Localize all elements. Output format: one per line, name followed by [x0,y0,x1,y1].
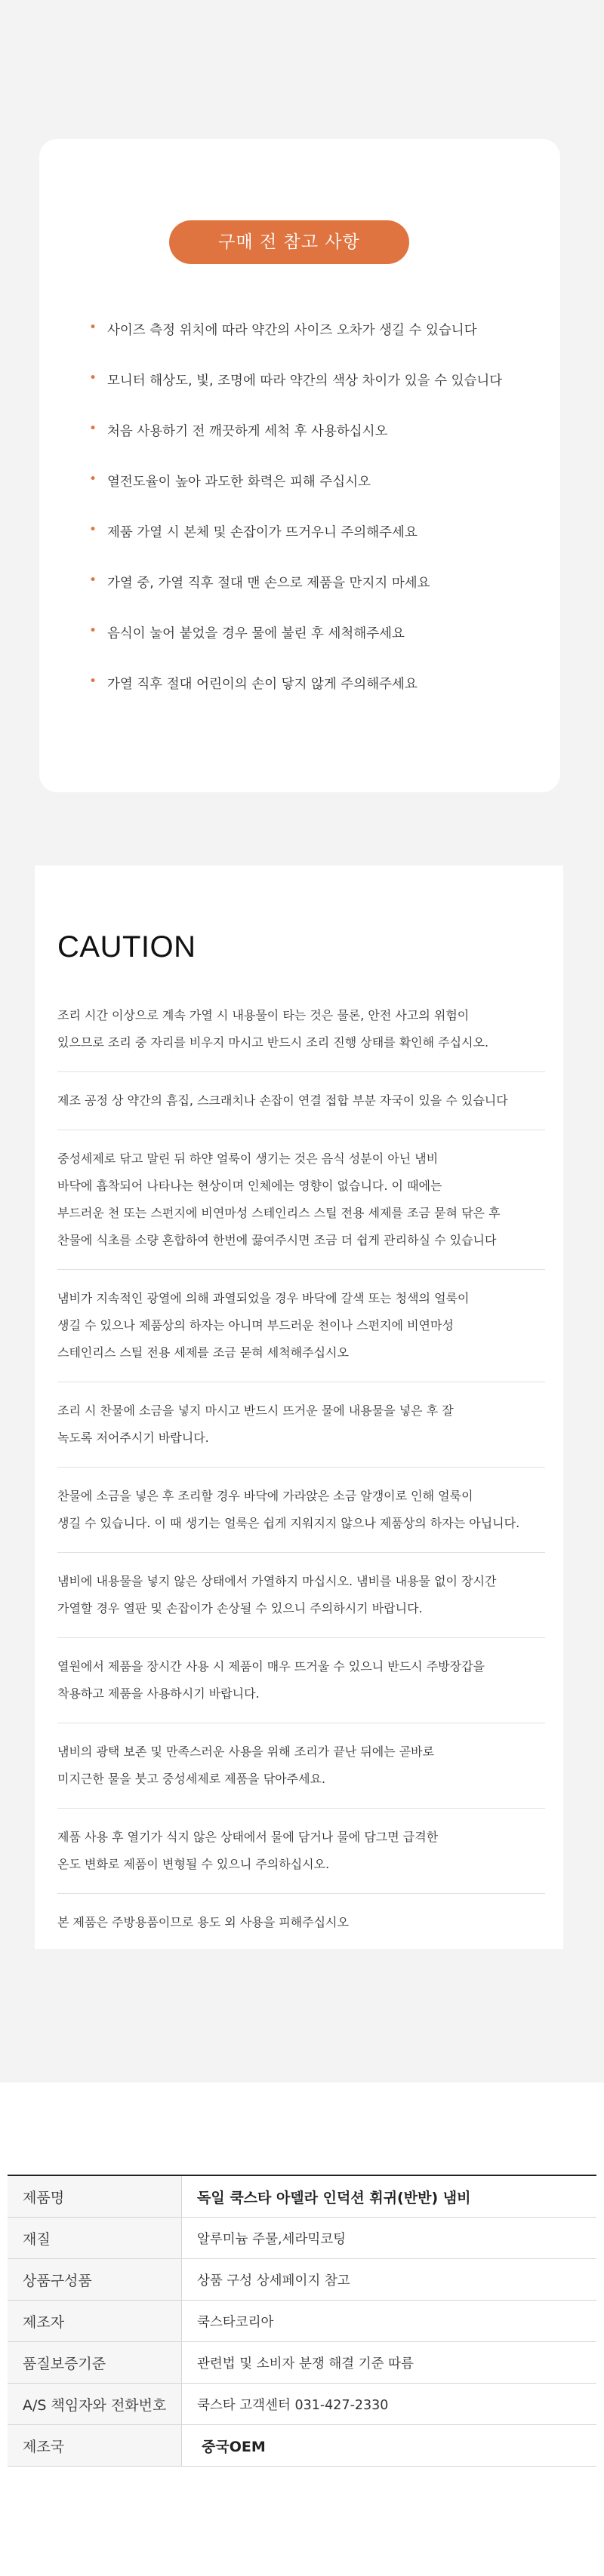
spec-key: 제조국 [8,2425,182,2467]
spec-row [8,2384,596,2425]
spec-value: 쿡스타코리아 [182,2301,597,2342]
spec-value: 상품 구성 상세페이지 참고 [182,2259,597,2301]
bullet-dot-icon: • [89,623,97,638]
spec-value: 알루미늄 주물,세라믹코팅 [182,2218,597,2259]
spec-value: 쿡스타 고객센터 031-427-2330 [182,2384,597,2425]
spec-row [8,2342,596,2384]
bullet-dot-icon: • [89,320,97,335]
caution-card [35,865,563,1949]
notice-item: • 음식이 눌어 붙었을 경우 물에 불린 후 세척해주세요 [89,623,405,641]
notice-card [39,139,560,792]
spec-value: 관련법 및 소비자 분쟁 해결 기준 따름 [182,2342,597,2384]
product-spec-table [8,2175,596,2467]
caution-item: 조리 시 찬물에 소금을 넣지 마시고 반드시 뜨거운 물에 내용물을 넣은 후 잘 녹도록 저어주시기 바랍니다. [57,1382,545,1468]
bullet-dot-icon: • [89,674,97,689]
caution-item: 제조 공정 상 약간의 흠집, 스크래치나 손잡이 연결 접합 부분 자국이 있을 수 있습니다 [57,1072,545,1130]
spec-value: 중국OEM [182,2425,597,2467]
spec-key: 제품명 [8,2175,182,2218]
spec-key: 제조자 [8,2301,182,2342]
bullet-dot-icon: • [89,472,97,487]
notice-item: • 열전도율이 높아 과도한 화력은 피해 주십시오 [89,472,371,490]
caution-item: 본 제품은 주방용품이므로 용도 외 사용을 피해주십시오 [57,1915,350,1929]
caution-item: 냄비가 지속적인 광열에 의해 과열되었을 경우 바닥에 갈색 또는 청색의 얼룩이 생길 수 있으나 제품상의 하자는 아니며 부드러운 천이나 스펀지에 비연마성 스테인리스 스틸 전용 세제를 조금 묻혀 세척해주십시오 [57,1270,545,1382]
caution-item: 냄비의 광택 보존 및 만족스러운 사용을 위해 조리가 끝난 뒤에는 곧바로 미지근한 물을 붓고 중성세제로 제품을 닦아주세요. [57,1723,545,1809]
spec-key: A/S 책임자와 전화번호 [8,2384,182,2425]
spec-row [8,2175,596,2218]
caution-item: 냄비에 내용물을 넣지 않은 상태에서 가열하지 마십시오. 냄비를 내용물 없이 장시간 가열할 경우 열판 및 손잡이가 손상될 수 있으니 주의하시기 바랍니다. [57,1553,545,1638]
caution-list [57,1002,545,1951]
notice-title: 구매 전 참고 사항 [169,220,409,264]
notice-item: • 처음 사용하기 전 깨끗하게 세척 후 사용하십시오 [89,421,388,439]
caution-item: 찬물에 소금을 넣은 후 조리할 경우 바닥에 가라앉은 소금 알갱이로 인해 얼룩이 생길 수 있습니다. 이 때 생기는 얼룩은 쉽게 지워지지 않으나 제품상의 하자는 아닙니다. [57,1468,545,1553]
spec-key: 재질 [8,2218,182,2259]
spec-key: 상품구성품 [8,2259,182,2301]
caution-item: 중성세제로 닦고 말린 뒤 하얀 얼룩이 생기는 것은 음식 성분이 아닌 냄비 바닥에 흡착되어 나타나는 현상이며 인체에는 영향이 없습니다. 이 때에는 부드러운 천 또는 스펀지에 비연마성 스테인리스 스틸 전용 세제를 조금 묻혀 닦은 후 찬물에 식초를 소량 혼합하여 한번에 끓여주시면 조금 더 쉽게 관리하실 수 있습니다 [57,1130,545,1270]
notice-item: • 제품 가열 시 본체 및 손잡이가 뜨거우니 주의해주세요 [89,522,418,540]
caution-item: 제품 사용 후 열기가 식지 않은 상태에서 물에 담거나 물에 담그면 급격한 온도 변화로 제품이 변형될 수 있으니 주의하십시오. [57,1809,545,1894]
spec-value: 독일 쿡스타 아델라 인덕션 휘귀(반반) 냄비 [182,2175,597,2218]
caution-title: CAUTION [57,930,196,964]
spec-row [8,2301,596,2342]
spec-key: 품질보증기준 [8,2342,182,2384]
spec-row [8,2259,596,2301]
caution-item: 조리 시간 이상으로 계속 가열 시 내용물이 타는 것은 물론, 안전 사고의 위험이 있으므로 조리 중 자리를 비우지 마시고 반드시 조리 진행 상태를 확인해 주십시오. [57,1002,545,1072]
notice-item: • 가열 중, 가열 직후 절대 맨 손으로 제품을 만지지 마세요 [89,573,430,591]
notice-item: • 모니터 해상도, 빛, 조명에 따라 약간의 색상 차이가 있을 수 있습니다 [89,370,503,389]
bullet-dot-icon: • [89,522,97,537]
bullet-dot-icon: • [89,421,97,436]
spec-row [8,2425,596,2467]
caution-item: 열원에서 제품을 장시간 사용 시 제품이 매우 뜨거울 수 있으니 반드시 주방장갑을 착용하고 제품을 사용하시기 바랍니다. [57,1638,545,1723]
bullet-dot-icon: • [89,573,97,588]
spec-row [8,2218,596,2259]
notice-list [89,320,502,724]
bullet-dot-icon: • [89,370,97,386]
notice-item: • 가열 직후 절대 어린이의 손이 닿지 않게 주의해주세요 [89,674,418,692]
notice-item: • 사이즈 측정 위치에 따라 약간의 사이즈 오차가 생길 수 있습니다 [89,320,477,338]
